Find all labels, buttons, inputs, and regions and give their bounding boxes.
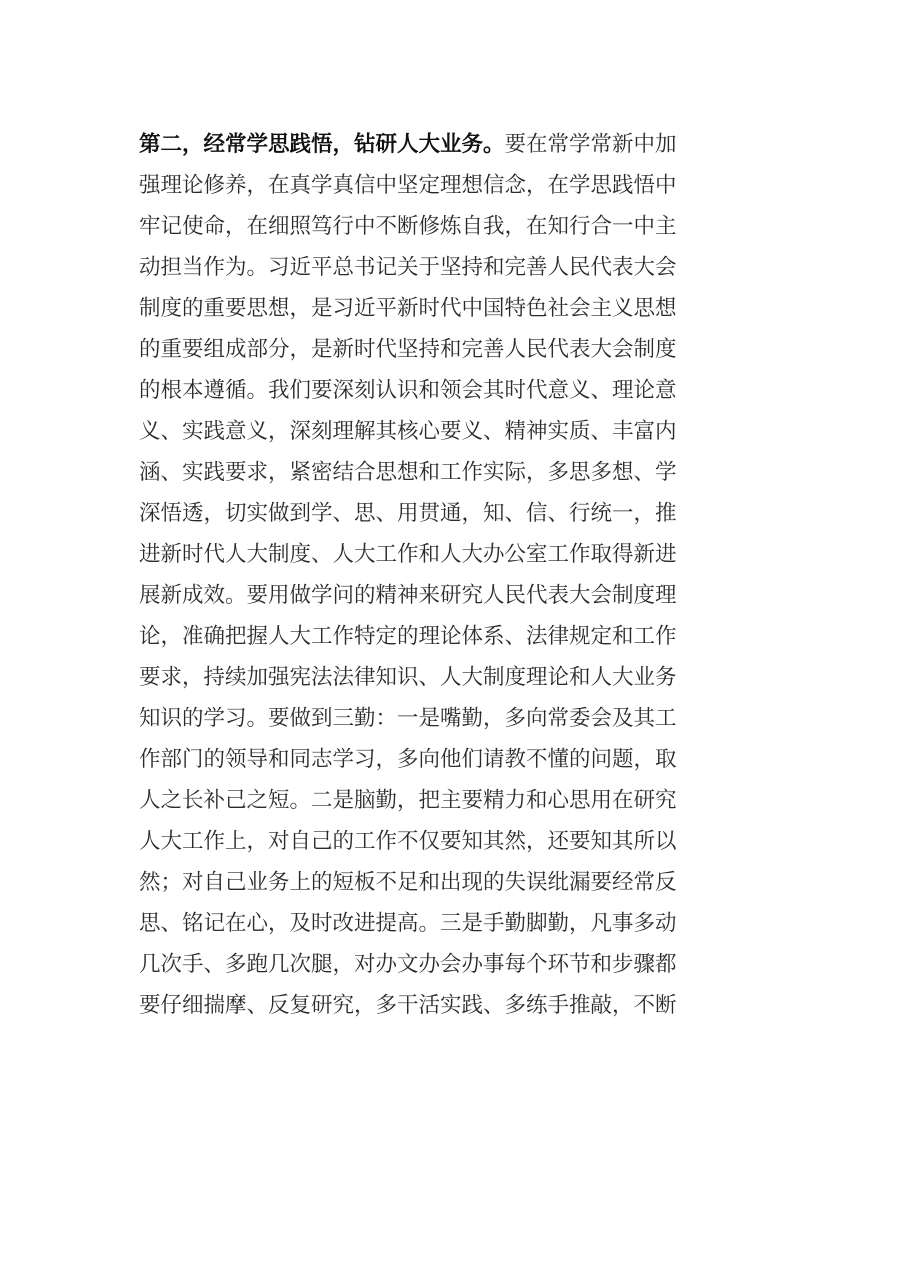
section-heading: 第二，经常学思践悟，钻研人大业务。: [139, 132, 505, 157]
paragraph-line: 牢记使命，在细照笃行中不断修炼自我，在知行合一中主: [139, 214, 677, 239]
paragraph-line: 要求，持续加强宪法法律知识、人大制度理论和人大业务: [139, 665, 677, 690]
body-paragraph: [139, 124, 779, 1026]
paragraph-line: 的根本遵循。我们要深刻认识和领会其时代意义、理论意: [139, 378, 677, 403]
paragraph-line: 要仔细揣摩、反复研究，多干活实践、多练手推敲，不断: [139, 993, 677, 1018]
paragraph-line: 义、实践意义，深刻理解其核心要义、精神实质、丰富内: [139, 419, 677, 444]
paragraph-line: 几次手、多跑几次腿，对办文办会办事每个环节和步骤都: [139, 952, 677, 977]
paragraph-line: 动担当作为。习近平总书记关于坚持和完善人民代表大会: [139, 255, 677, 280]
paragraph-first-line: [139, 124, 779, 165]
paragraph-line: 的重要组成部分，是新时代坚持和完善人民代表大会制度: [139, 337, 677, 362]
paragraph-line: 进新时代人大制度、人大工作和人大办公室工作取得新进: [139, 542, 677, 567]
paragraph-line: 作部门的领导和同志学习，多向他们请教不懂的问题，取: [139, 747, 677, 772]
paragraph-line: 涵、实践要求，紧密结合思想和工作实际，多思多想、学: [139, 460, 677, 485]
paragraph-line: 人之长补己之短。二是脑勤，把主要精力和心思用在研究: [139, 788, 677, 813]
paragraph-line: 深悟透，切实做到学、思、用贯通，知、信、行统一，推: [139, 501, 677, 526]
paragraph-line: 知识的学习。要做到三勤：一是嘴勤，多向常委会及其工: [139, 706, 677, 731]
first-line-text: 要在常学常新中加: [504, 132, 677, 157]
paragraph-line: 强理论修养，在真学真信中坚定理想信念，在学思践悟中: [139, 173, 677, 198]
paragraph-line: 制度的重要思想，是习近平新时代中国特色社会主义思想: [139, 296, 677, 321]
paragraph-line: 论，准确把握人大工作特定的理论体系、法律规定和工作: [139, 624, 677, 649]
paragraph-line: 人大工作上，对自己的工作不仅要知其然，还要知其所以: [139, 829, 677, 854]
paragraph-line: 思、铭记在心，及时改进提高。三是手勤脚勤，凡事多动: [139, 911, 677, 936]
paragraph-line: 然；对自己业务上的短板不足和出现的失误纰漏要经常反: [139, 870, 677, 895]
paragraph-line: 展新成效。要用做学问的精神来研究人民代表大会制度理: [139, 583, 677, 608]
